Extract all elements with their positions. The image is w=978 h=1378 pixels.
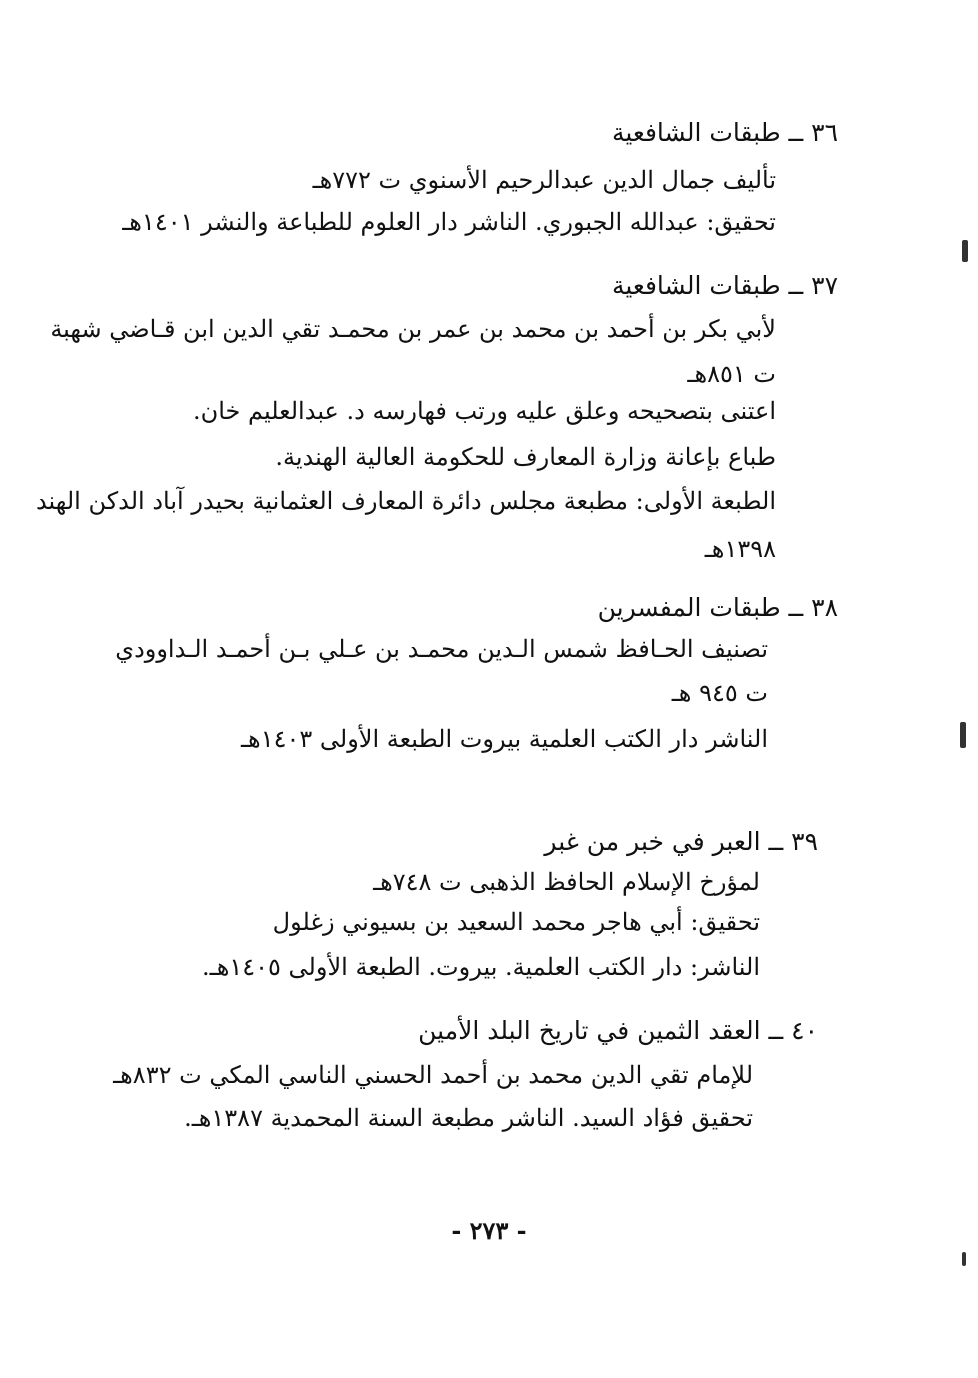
entry-title: ٤٠ ــ العقد الثمين في تاريخ البلد الأمين (418, 1016, 818, 1045)
scan-edge-mark (960, 722, 966, 748)
entry-line: الطبعة الأولى: مطبعة مجلس دائرة المعارف العثمانية بحيدر آباد الدكن الهند (35, 487, 776, 515)
entry-line: للإمام تقي الدين محمد بن أحمد الحسني الناسي المكي ت ٨٣٢هـ (113, 1061, 753, 1089)
entry-line: الناشر: دار الكتب العلمية. بيروت. الطبعة الأولى ١٤٠٥هـ. (202, 953, 760, 981)
scan-edge-mark (962, 240, 968, 262)
entry-line: لمؤرخ الإسلام الحافظ الذهبى ت ٧٤٨هـ (373, 868, 760, 896)
entry-line: ت ٩٤٥ هـ (671, 679, 768, 707)
entry-title: ٣٦ ــ طبقات الشافعية (611, 118, 838, 147)
entry-line: تحقيق فؤاد السيد. الناشر مطبعة السنة المحمدية ١٣٨٧هـ. (184, 1104, 753, 1132)
page-number: - ٢٧٣ - (451, 1216, 527, 1245)
entry-title: ٣٩ ــ العبر في خبر من غبر (544, 827, 818, 856)
scan-edge-mark (962, 1252, 966, 1266)
entry-line: ت ٨٥١هـ (687, 360, 776, 388)
entry-title: ٣٧ ــ طبقات الشافعية (611, 271, 838, 300)
entry-line: تحقيق: أبي هاجر محمد السعيد بن بسيوني زغلول (272, 908, 760, 936)
entry-line: لأبي بكر بن أحمد بن محمد بن عمر بن محمـد تقي الدين ابن قـاضي شهبة (50, 315, 776, 343)
entry-title: ٣٨ ــ طبقات المفسرين (597, 593, 838, 622)
entry-line: الناشر دار الكتب العلمية بيروت الطبعة الأولى ١٤٠٣هـ (241, 725, 768, 753)
entry-line: تأليف جمال الدين عبدالرحيم الأسنوي ت ٧٧٢هـ (312, 166, 776, 194)
entry-line: تصنيف الحـافظ شمس الـدين محمـد بن عـلي بـن أحمـد الـداوودي (115, 635, 768, 663)
entry-line: طباع بإعانة وزارة المعارف للحكومة العالية الهندية. (275, 443, 776, 471)
entry-line: اعتنى بتصحيحه وعلق عليه ورتب فهارسه د. عبدالعليم خان. (192, 397, 776, 425)
entry-line: ١٣٩٨هـ (704, 535, 776, 563)
entry-line: تحقيق: عبدالله الجبوري. الناشر دار العلوم للطباعة والنشر ١٤٠١هـ (122, 208, 776, 236)
